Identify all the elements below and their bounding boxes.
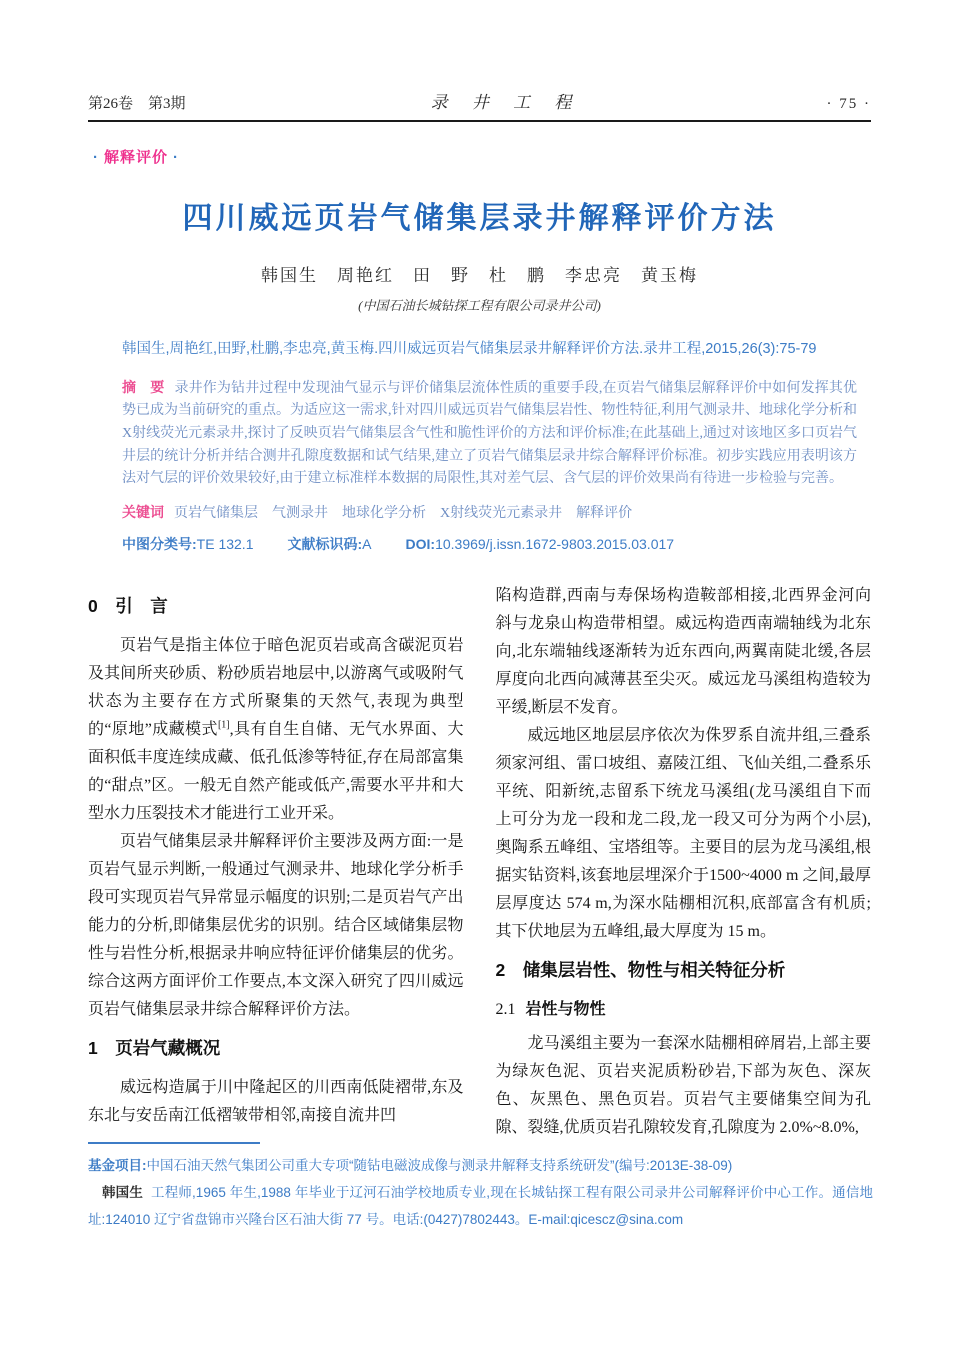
- footnote-separator: [88, 1142, 260, 1144]
- paragraph-text: ,具有自生自储、无气水界面、大面积低丰度连续成藏、低孔低渗等特征,存在局部富集的“甜点”区。一般无自然产能或低产,需要水平井和大型水力压裂技术才能进行工业开采。: [88, 720, 464, 822]
- citation: 韩国生,周艳红,田野,杜鹏,李忠亮,黄玉梅.四川威远页岩气储集层录井解释评价方法.录井工程,2015,26(3):75-79: [122, 341, 817, 357]
- paragraph: 威远构造属于川中隆起区的川西南低陡褶带,东及东北与安岳南江低褶皱带相邻,南接自流井凹: [88, 1078, 464, 1124]
- clc-label: 中图分类号:: [122, 535, 197, 552]
- abstract-text: 录井作为钻井过程中发现油气显示与评价储集层流体性质的重要手段,在页岩气储集层解释评价中如何发挥其优势已成为当前研究的重点。为适应这一需求,针对四川威远页岩气储集层岩性、物性特征,利用气测录井、地球化学分析和X射线荧光元素录井,探讨了反映页岩气储集层含气性和脆性评价的方法和评价标准;在此基础上,通过对该地区多口页岩气井层的统计分析并结合测井孔隙度数据和试气结果,建立了页岩气储集层录井综合解释评价标准。初步实践应用表明该方法对气层的评价效果较好,由于建立标准样本数据的局限性,其对差气层、含气层的评价效果尚有待进一步检验与完善。: [122, 380, 858, 487]
- subheading-title: 岩性与物性: [525, 1000, 606, 1018]
- volume-issue: 第26卷 第3期: [88, 96, 186, 112]
- heading-reservoir-analysis: 2 储集层岩性、物性与相关特征分析: [495, 959, 786, 980]
- heading-overview: 1 页岩气藏概况: [88, 1037, 221, 1058]
- clc-value: TE 132.1: [196, 535, 254, 552]
- journal-header: [88, 0, 871, 122]
- affiliation: (中国石油长城钻探工程有限公司录井公司): [358, 298, 601, 313]
- author-bio-line: [88, 1179, 873, 1233]
- footnote: [88, 1142, 873, 1233]
- paragraph: 威远地区地层层序依次为侏罗系自流井组,三叠系须家河组、雷口坡组、嘉陵江组、飞仙关组,二叠系乐平统、阳新统,志留系下统龙马溪组(龙马溪组自下而上可分为龙一段和龙二段,龙一段又可分为两个小层),奥陶系五峰组、宝塔组等。主要目的层为龙马溪组,根据实钻资料,该套地层埋深介于1500~4000 m 之间,最厚层厚度达 574 m,为深水陆棚相沉积,底部富含有机质;其下伏地层为五峰组,最大厚度为 15 m。: [495, 726, 871, 940]
- doi-value: 10.3969/j.issn.1672-9803.2015.03.017: [435, 535, 675, 552]
- body-columns: [88, 582, 871, 1142]
- bio-text: 工程师,1965 年生,1988 年毕业于辽河石油学校地质专业,现在长城钻探工程有限公司录井公司解释评价中心工作。通信地址:124010 辽宁省盘锦市兴隆台区石油大街 77 号。电话:(0427)7802443。E-mail:qicescz@sina.com: [88, 1185, 873, 1227]
- keywords-label: 关键词: [122, 503, 164, 520]
- meta-row: [122, 534, 857, 554]
- doc-code-value: A: [362, 535, 372, 552]
- fund-text: 中国石油天然气集团公司重大专项“随钻电磁波成像与测录井解释支持系统研发”(编号:2013E-38-09): [146, 1158, 733, 1173]
- paragraph: 页岩气储集层录井解释评价主要涉及两方面:一是页岩气显示判断,一般通过气测录井、地球化学分析手段可实现页岩气异常显示幅度的识别;二是页岩气产出能力的分析,即储集层优劣的识别。结合区域储集层物性与岩性分析,根据录井响应特征评价储集层的优劣。综合这两方面评价工作要点,本文深入研究了四川威远页岩气储集层录井综合解释评价方法。: [88, 832, 464, 1018]
- left-column: [88, 582, 464, 1142]
- page-number: · 75 ·: [826, 96, 871, 112]
- paragraph-continued: 陷构造群,西南与寿保场构造鞍部相接,北西界金河向斜与龙泉山构造带相望。威远构造西南端轴线为北东向,北东端轴线逐渐转为近东西向,两翼南陡北缓,各层厚度向北西向减薄甚至尖灭。威远龙马溪组构造较为平缓,断层不发育。: [495, 586, 871, 716]
- section-label-left-dot: ·: [93, 149, 99, 166]
- reference-superscript: [1]: [217, 719, 230, 731]
- authors-line: 韩国生 周艳红 田 野 杜 鹏 李忠亮 黄玉梅: [261, 266, 698, 285]
- heading-intro: 0 引 言: [88, 595, 168, 616]
- paragraph: 龙马溪组主要为一套深水陆棚相碎屑岩,上部主要为绿灰色泥、页岩夹泥质粉砂岩,下部为灰色、深灰色、灰黑色、黑色页岩。页岩气主要储集空间为孔隙、裂缝,优质页岩孔隙较发育,孔隙度为 2.0%~8.0%,: [495, 1034, 871, 1136]
- abstract: [122, 376, 857, 491]
- subheading-lithology: [496, 996, 872, 1024]
- bio-author-name: 韩国生: [102, 1185, 144, 1200]
- section-label-right-dot: ·: [173, 149, 180, 166]
- paragraph: [88, 632, 464, 828]
- fund-label: 基金项目:: [88, 1158, 147, 1173]
- paper-title: 四川威远页岩气储集层录井解释评价方法: [182, 202, 777, 235]
- section-label: [88, 146, 871, 167]
- right-column: [496, 582, 872, 1142]
- doc-code-label: 文献标识码:: [287, 535, 363, 552]
- journal-title: 录 井 工 程: [430, 93, 582, 112]
- doi-label: DOI:: [405, 535, 436, 552]
- section-label-text: 解释评价: [104, 149, 169, 166]
- abstract-label: 摘 要: [122, 378, 165, 395]
- paragraph-text: 页岩气是指主体位于暗色泥页岩或高含碳泥页岩及其间所夹砂质、粉砂质岩地层中,以游离气或吸附气状态为主要存在方式所聚集的天然气,表现为典型的“原地”成藏模式: [88, 636, 464, 738]
- subheading-number: 2.1: [495, 1000, 516, 1018]
- keywords-text: 页岩气储集层 气测录井 地球化学分析 X射线荧光元素录井 解释评价: [174, 505, 633, 521]
- keywords: [122, 502, 857, 522]
- front-matter: [122, 336, 857, 554]
- fund-line: [88, 1152, 873, 1179]
